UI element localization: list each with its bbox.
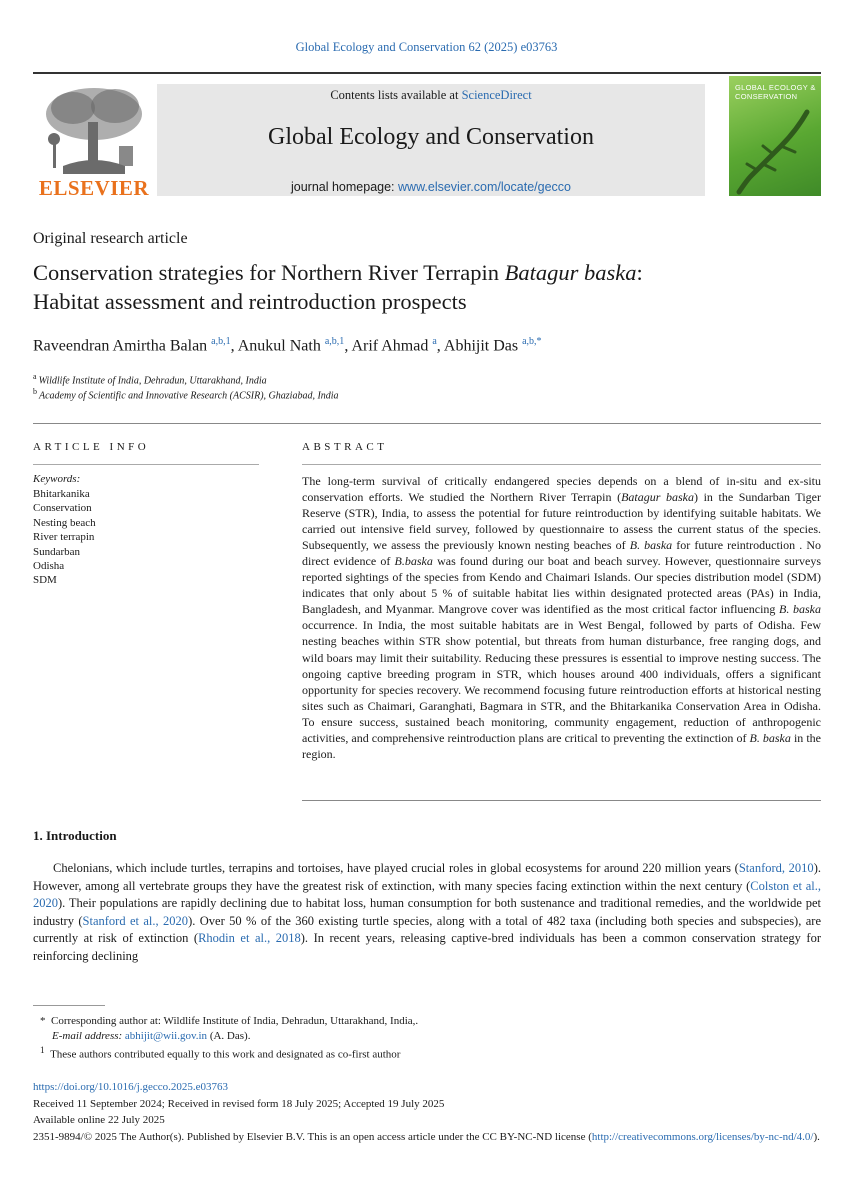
affiliation-text: Wildlife Institute of India, Dehradun, Uttarakhand, India: [38, 375, 267, 387]
homepage-line: [157, 180, 705, 194]
keyword: Odisha: [33, 560, 65, 573]
abstract-end-divider: [302, 800, 821, 801]
corresponding-author-note: [40, 1015, 418, 1027]
author-affiliation-sup[interactable]: a,b,1: [211, 336, 231, 347]
abstract-text-segment: for future reintroduction . No direct evidence of: [302, 538, 821, 569]
author-affiliation-sup[interactable]: a,b,1: [324, 336, 345, 347]
keywords-list: [33, 487, 96, 588]
keyword: River terrapin: [33, 531, 95, 544]
abstract-species-name: B. baska: [749, 730, 791, 745]
keyword: Bhitarkanika: [33, 488, 90, 500]
keyword: Sundarban: [33, 545, 81, 558]
license-text: 2351-9894/© 2025 The Author(s). Published by Elsevier B.V. This is an open access article under the CC BY-NC-ND license (: [33, 1131, 592, 1143]
footnote-text: These authors contributed equally to this work and designated as co-first author: [50, 1048, 401, 1061]
email-label: E-mail address:: [52, 1030, 123, 1042]
footnote-divider: [33, 1005, 105, 1006]
keyword: Nesting beach: [33, 516, 96, 529]
section-divider: [33, 423, 821, 424]
article-title: [33, 258, 813, 316]
affiliation-text: Academy of Scientific and Innovative Research (ACSIR), Ghaziabad, India: [39, 390, 339, 402]
keyword: Conservation: [33, 502, 92, 515]
lizard-icon: [729, 106, 821, 196]
article-type: Original research article: [33, 230, 188, 247]
contents-line: [157, 88, 705, 103]
intro-text-segment: ). In recent years, releasing captive-bred individuals has been a common conservation strategy for reinforcing declining: [33, 931, 822, 963]
journal-cover-thumbnail[interactable]: [729, 76, 821, 196]
abstract-species-name: B.baska: [394, 554, 433, 569]
abstract-text-segment: The long-term survival of critically endangered species depends on a blend of in-situ and ex-situ conservation efforts. We studied the Northern River Terrapin (: [302, 474, 821, 505]
keyword: SDM: [33, 574, 57, 587]
doi-link[interactable]: https://doi.org/10.1016/j.gecco.2025.e03763: [33, 1081, 229, 1093]
reference-link[interactable]: Stanford et al., 2020: [82, 913, 189, 928]
email-link[interactable]: abhijit@wii.gov.in: [124, 1030, 208, 1042]
elsevier-wordmark: ELSEVIER: [38, 176, 150, 200]
introduction-body: [33, 860, 821, 965]
online-date: Available online 22 July 2025: [33, 1114, 165, 1126]
license-link[interactable]: http://creativecommons.org/licenses/by-nc-nd/4.0/: [591, 1131, 814, 1143]
intro-text-segment: ). Their populations are rapidly declining due to habitat loss, human consumption for both sustenance and traditional remedies, and the worldwide pet industry (: [33, 896, 821, 928]
author-name[interactable]: Arif Ahmad: [351, 337, 429, 355]
footnote-mark: *: [40, 1015, 46, 1027]
homepage-prefix: journal homepage:: [290, 180, 399, 194]
email-note: [52, 1030, 250, 1042]
email-suffix: (A. Das).: [209, 1030, 251, 1042]
affiliation-key: b: [33, 387, 37, 396]
abstract-heading: ABSTRACT: [302, 441, 388, 453]
affiliation-b: [33, 387, 339, 401]
author-name[interactable]: Raveendran Amirtha Balan: [33, 337, 208, 355]
title-colon: :: [636, 260, 643, 285]
abstract-species-name: B. baska: [779, 602, 822, 617]
author-affiliation-sup[interactable]: a: [432, 336, 437, 347]
article-info-divider: [33, 464, 259, 465]
title-species-name: Batagur baska: [504, 260, 637, 285]
homepage-link[interactable]: www.elsevier.com/locate/gecco: [398, 180, 572, 194]
abstract-divider: [302, 464, 821, 465]
title-line1-text: Conservation strategies for Northern River Terrapin: [33, 260, 505, 285]
abstract-text-segment: in the region.: [302, 730, 821, 761]
affiliation-a: [33, 372, 267, 386]
contents-prefix: Contents lists available at: [330, 88, 462, 102]
intro-text-segment: ). Over 50 % of the 360 existing turtle species, along with a total of 482 taxa (including both species and subspecies), are currently at risk of extinction (: [33, 913, 821, 945]
header-divider: [33, 72, 821, 74]
intro-text-segment: ). However, among all vertebrate groups they have the greatest risk of extinction, with many species facing extinction within the next century (: [33, 861, 821, 893]
keywords-label: Keywords:: [33, 473, 81, 485]
footnote-text: Corresponding author at: Wildlife Institute of India, Dehradun, Uttarakhand, India,.: [51, 1015, 419, 1027]
title-line2-text: Habitat assessment and reintroduction prospects: [33, 289, 467, 314]
abstract-species-name: B. baska: [629, 538, 673, 553]
journal-title: Global Ecology and Conservation: [268, 124, 594, 150]
journal-citation[interactable]: Global Ecology and Conservation 62 (2025) e03763: [295, 40, 558, 54]
license-statement: [33, 1130, 821, 1146]
author-list: [33, 336, 542, 355]
abstract-species-name: Batagur baska: [621, 490, 694, 505]
introduction-heading: 1. Introduction: [33, 828, 117, 843]
sciencedirect-link[interactable]: ScienceDirect: [461, 88, 532, 102]
author-name[interactable]: Anukul Nath: [237, 337, 321, 355]
author-separator: ,: [230, 337, 238, 355]
reference-link[interactable]: Rhodin et al., 2018: [198, 931, 301, 945]
abstract-body: [302, 473, 821, 762]
footnote-mark: 1: [40, 1045, 45, 1055]
intro-text-segment: Chelonians, which include turtles, terrapins and tortoises, have played crucial roles in global ecosystems for around 220 million years (: [53, 861, 739, 875]
author-separator: ,: [436, 337, 444, 355]
abstract-text-segment: occurrence. In India, the most suitable habitats are in West Bengal, followed by parts of Odisha. Few nesting beaches within STR show potential, but threats from human disturbance, free ranging dogs, and wild boars may limit their suitability. Reducing these pressures is essential to improve nesting success. The ongoing captive breeding program in STR, which houses around 400 individuals, offers a significant opportunity for species recovery. We recommend focusing future reintroduction efforts at historical nesting sites such as Chaimari, Garanghati, Bagmara in STR, and the Bhitarkanika Conservation Area in Odisha. To ensure success, sustained beach monitoring, community engagement, reduction of anthropogenic activities, and comprehensive reintroduction plans are critical to preventing the extinction of: [302, 618, 821, 745]
affiliation-key: a: [33, 372, 37, 381]
author-separator: ,: [344, 337, 352, 355]
received-dates: Received 11 September 2024; Received in revised form 18 July 2025; Accepted 19 July 2025: [33, 1098, 445, 1110]
cover-title: GLOBAL ECOLOGY & CONSERVATION: [735, 83, 816, 101]
equal-contribution-note: [40, 1045, 400, 1061]
license-end: ).: [813, 1131, 820, 1143]
author-affiliation-sup[interactable]: a,b,*: [522, 336, 542, 347]
article-info-heading: ARTICLE INFO: [33, 441, 150, 453]
reference-link[interactable]: Stanford, 2010: [738, 861, 814, 875]
reference-link[interactable]: Colston et al., 2020: [33, 878, 821, 910]
abstract-text-segment: ) in the Sundarban Tiger Reserve (STR), India, to assess the potential for future reintroduction by identifying suitable habitats. We carried out intensive field survey, followed by questionnaire to assess the current status of the species. Subsequently, we assess the previously known nesting beaches of: [302, 490, 821, 553]
abstract-text-segment: was found during our boat and beach survey. However, questionnaire surveys reported sightings of the species from Kendo and Chaimari Islands. Our species distribution model (SDM) indicates that only about 5 % of suitable habitat lies within designated protected areas (PAs) in India, Bangladesh, and Myanmar. Mangrove cover was identified as the most critical factor influencing: [302, 554, 821, 617]
author-name[interactable]: Abhijit Das: [443, 337, 519, 355]
